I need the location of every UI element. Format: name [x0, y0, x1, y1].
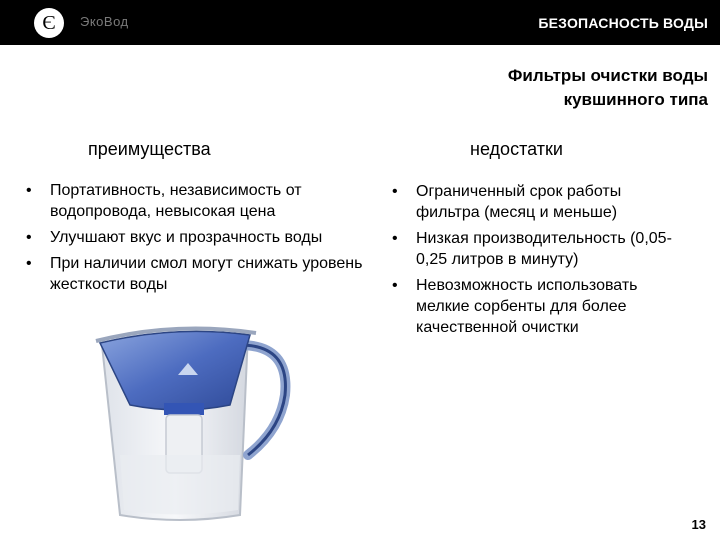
pros-item: • Портативность, независимость от водопровода, невысокая цена — [22, 180, 372, 222]
cons-item: • Невозможность использовать мелкие сорбенты для более качественной очистки — [388, 275, 688, 338]
cons-item: • Ограниченный срок работы фильтра (месяц и меньше) — [388, 181, 688, 223]
pros-item: • При наличии смол могут снижать уровень жесткости воды — [22, 253, 372, 295]
cons-list — [388, 181, 688, 343]
slide-title-line-2: кувшинного типа — [563, 90, 708, 109]
slide-title — [308, 64, 708, 112]
company-logo: Є — [34, 8, 64, 38]
pros-list — [22, 180, 372, 300]
brand-name: ЭкоВод — [80, 14, 129, 29]
section-title: БЕЗОПАСНОСТЬ ВОДЫ — [538, 15, 708, 31]
top-bar — [0, 0, 720, 45]
water-filter-pitcher-illustration — [80, 305, 310, 530]
page-number: 13 — [691, 517, 706, 532]
slide-title-line-1: Фильтры очистки воды — [507, 66, 708, 85]
pros-item: • Улучшают вкус и прозрачность воды — [22, 227, 372, 248]
cons-item: • Низкая производительность (0,05-0,25 литров в минуту) — [388, 228, 688, 270]
cons-heading: недостатки — [470, 139, 563, 159]
pros-heading: преимущества — [88, 139, 211, 159]
